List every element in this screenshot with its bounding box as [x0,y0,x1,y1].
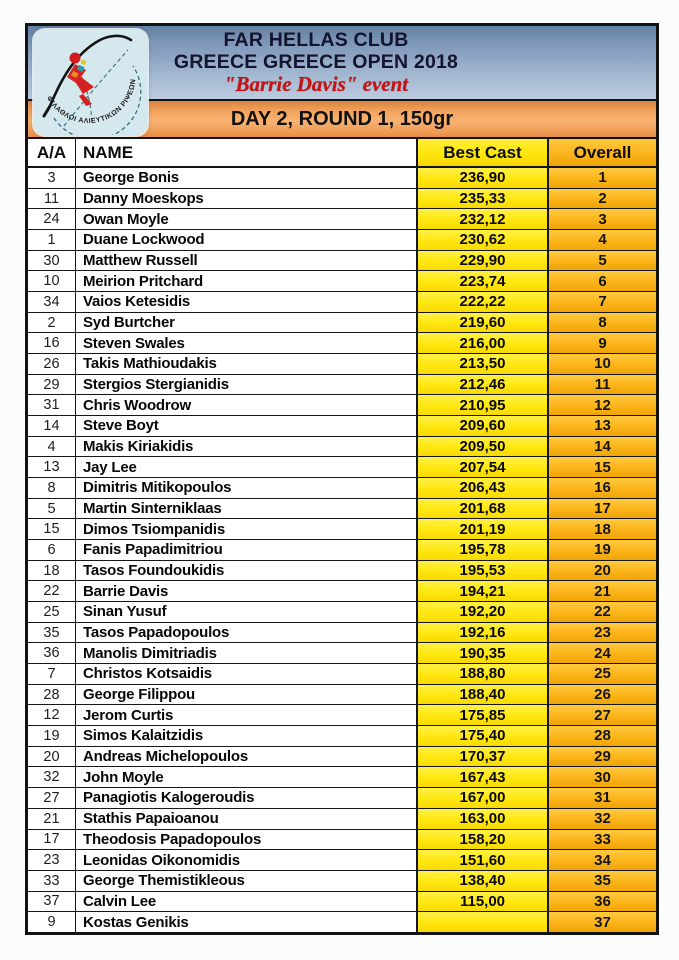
club-name: FAR HELLAS CLUB [223,29,409,51]
table-row [28,539,656,560]
cell-aa: 33 [43,872,60,889]
cell-best-cast: 188,40 [416,685,547,705]
cell-overall: 20 [547,561,656,581]
cell-name: Calvin Lee [75,892,416,912]
cell-overall: 9 [547,333,656,353]
cell-best-cast: 188,80 [416,664,547,684]
cell-name: Jay Lee [75,457,416,477]
results-sheet [25,23,659,935]
table-row [28,704,656,725]
cell-overall: 37 [547,912,656,932]
cell-best-cast: 190,35 [416,643,547,663]
table-row [28,725,656,746]
cell-aa: 12 [43,707,60,724]
cell-aa: 27 [43,789,60,806]
cell-best-cast: 175,85 [416,705,547,725]
cell-overall: 10 [547,354,656,374]
cell-overall: 13 [547,416,656,436]
cell-name: Jerom Curtis [75,705,416,725]
cell-best-cast: 175,40 [416,726,547,746]
round-label: DAY 2, ROUND 1, 150gr [230,107,454,130]
cell-overall: 30 [547,767,656,787]
cell-name: George Themistikleous [75,871,416,891]
cell-name: Martin Sinterniklaas [75,499,416,519]
cell-overall: 29 [547,747,656,767]
cell-overall: 16 [547,478,656,498]
column-header-name: NAME [75,139,416,166]
table-row [28,456,656,477]
cell-name: Steve Boyt [75,416,416,436]
cell-name: George Filippou [75,685,416,705]
cell-best-cast: 223,74 [416,271,547,291]
cell-name: Fanis Papadimitriou [75,540,416,560]
cell-aa: 6 [47,541,56,558]
cell-best-cast: 235,33 [416,189,547,209]
cell-overall: 36 [547,892,656,912]
cell-best-cast: 230,62 [416,230,547,250]
cell-aa: 2 [47,314,56,331]
cell-overall: 5 [547,251,656,271]
table-body [28,168,656,932]
table-row [28,229,656,250]
cell-name: Takis Mathioudakis [75,354,416,374]
cell-best-cast: 192,20 [416,602,547,622]
cell-best-cast: 219,60 [416,313,547,333]
cell-name: Chris Woodrow [75,395,416,415]
cell-aa: 5 [47,500,56,517]
cell-best-cast: 167,43 [416,767,547,787]
cell-overall: 28 [547,726,656,746]
cell-aa: 36 [43,645,60,662]
cell-name: Stathis Papaioanou [75,809,416,829]
cell-aa: 25 [43,603,60,620]
cell-overall: 22 [547,602,656,622]
cell-name: Danny Moeskops [75,189,416,209]
table-row [28,270,656,291]
cell-name: Duane Lockwood [75,230,416,250]
cell-overall: 34 [547,850,656,870]
cell-best-cast: 206,43 [416,478,547,498]
cell-name: Simos Kalaitzidis [75,726,416,746]
cell-name: Matthew Russell [75,251,416,271]
cell-best-cast: 195,53 [416,561,547,581]
cell-name: Dimos Tsiompanidis [75,519,416,539]
cell-aa: 37 [43,893,60,910]
cell-name: Makis Kiriakidis [75,437,416,457]
club-logo-icon [34,30,147,135]
table-row [28,208,656,229]
table-row [28,374,656,395]
table-row [28,415,656,436]
table-row [28,250,656,271]
cell-overall: 18 [547,519,656,539]
cell-aa: 30 [43,252,60,269]
cell-overall: 2 [547,189,656,209]
cell-aa: 16 [43,335,60,352]
cell-best-cast: 212,46 [416,375,547,395]
table-row [28,498,656,519]
table-row [28,477,656,498]
cell-overall: 17 [547,499,656,519]
cell-overall: 35 [547,871,656,891]
table-row [28,291,656,312]
cell-name: John Moyle [75,767,416,787]
cell-aa: 19 [43,727,60,744]
table-row [28,808,656,829]
cell-best-cast: 209,60 [416,416,547,436]
cell-best-cast: 201,68 [416,499,547,519]
cell-best-cast: 170,37 [416,747,547,767]
cell-name: Leonidas Oikonomidis [75,850,416,870]
table-row [28,168,656,188]
cell-name: Syd Burtcher [75,313,416,333]
table-row [28,891,656,912]
table-row [28,436,656,457]
cell-overall: 8 [547,313,656,333]
cell-overall: 26 [547,685,656,705]
table-row [28,622,656,643]
table-row [28,518,656,539]
cell-best-cast: 167,00 [416,788,547,808]
cell-overall: 32 [547,809,656,829]
table-row [28,601,656,622]
cell-best-cast: 210,95 [416,395,547,415]
cell-overall: 27 [547,705,656,725]
cell-overall: 33 [547,830,656,850]
cell-name: Tasos Papadopoulos [75,623,416,643]
cell-aa: 1 [47,231,56,248]
logo-greek-text: ΦΙΛΑΘΛΟΙ ΑΛΙΕΥΤΙΚΩΝ ΡΙΨΕΩΝ [45,78,138,126]
cell-aa: 17 [43,831,60,848]
cell-aa: 7 [47,665,56,682]
cell-best-cast: 222,22 [416,292,547,312]
table-row [28,684,656,705]
cell-aa: 15 [43,521,60,538]
cell-name: George Bonis [75,168,416,188]
cell-aa: 23 [43,852,60,868]
table-row [28,787,656,808]
cell-overall: 23 [547,623,656,643]
cell-aa: 35 [43,624,60,641]
cell-aa: 31 [43,397,60,414]
cell-aa: 14 [43,417,60,434]
cell-aa: 28 [43,686,60,703]
table-row [28,560,656,581]
table-row [28,188,656,209]
cell-best-cast: 115,00 [416,892,547,912]
cell-name: Kostas Genikis [75,912,416,932]
cell-name: Steven Swales [75,333,416,353]
cell-aa: 3 [47,169,56,186]
table-row [28,312,656,333]
cell-aa: 21 [43,810,60,827]
cell-overall: 21 [547,581,656,601]
cell-aa: 26 [43,355,60,372]
table-row [28,353,656,374]
cell-best-cast: 138,40 [416,871,547,891]
cell-overall: 24 [547,643,656,663]
cell-aa: 13 [43,459,60,476]
cell-overall: 1 [547,168,656,188]
cell-name: Vaios Ketesidis [75,292,416,312]
cell-overall: 12 [547,395,656,415]
cell-best-cast: 158,20 [416,830,547,850]
table-row [28,849,656,870]
cell-best-cast: 236,90 [416,168,547,188]
cell-name: Christos Kotsaidis [75,664,416,684]
cell-best-cast: 194,21 [416,581,547,601]
table-row [28,580,656,601]
cell-best-cast: 213,50 [416,354,547,374]
table-row [28,663,656,684]
cell-best-cast: 216,00 [416,333,547,353]
cell-name: Panagiotis Kalogeroudis [75,788,416,808]
cell-overall: 3 [547,209,656,229]
cell-aa: 8 [47,479,56,496]
cell-aa: 29 [43,376,60,393]
table-row [28,642,656,663]
cell-aa: 20 [43,748,60,765]
table-row [28,746,656,767]
cell-name: Stergios Stergianidis [75,375,416,395]
cell-overall: 6 [547,271,656,291]
table-row [28,829,656,850]
cell-aa: 11 [43,190,60,207]
cell-aa: 22 [43,583,60,600]
cell-best-cast: 151,60 [416,850,547,870]
cell-best-cast: 163,00 [416,809,547,829]
cell-best-cast: 192,16 [416,623,547,643]
cell-best-cast: 229,90 [416,251,547,271]
cell-overall: 11 [547,375,656,395]
table-row [28,332,656,353]
cell-name: Andreas Michelopoulos [75,747,416,767]
cell-aa: 32 [43,769,60,786]
cell-overall: 19 [547,540,656,560]
cell-aa: 10 [43,273,60,290]
table-row [28,766,656,787]
cell-aa: 9 [47,914,56,931]
cell-overall: 7 [547,292,656,312]
cell-aa: 4 [47,438,56,455]
cell-overall: 15 [547,457,656,477]
cell-best-cast: 195,78 [416,540,547,560]
column-header-overall: Overall [547,139,656,166]
cell-overall: 25 [547,664,656,684]
table-header-row [28,139,656,168]
cell-name: Barrie Davis [75,581,416,601]
table-row [28,394,656,415]
cell-name: Meirion Pritchard [75,271,416,291]
cell-name: Sinan Yusuf [75,602,416,622]
cell-best-cast [416,912,547,932]
cell-aa: 34 [43,293,60,310]
cell-name: Manolis Dimitriadis [75,643,416,663]
cell-name: Theodosis Papadopoulos [75,830,416,850]
event-title: GREECE GREECE OPEN 2018 [173,51,459,73]
cell-overall: 31 [547,788,656,808]
cell-name: Dimitris Mitikopoulos [75,478,416,498]
table-row [28,870,656,891]
cell-best-cast: 201,19 [416,519,547,539]
table-row [28,911,656,932]
cell-name: Tasos Foundoukidis [75,561,416,581]
cell-best-cast: 209,50 [416,437,547,457]
cell-overall: 14 [547,437,656,457]
cell-overall: 4 [547,230,656,250]
cell-best-cast: 207,54 [416,457,547,477]
cell-aa: 18 [43,562,60,579]
event-subtitle: "Barrie Davis" event [223,72,409,96]
column-header-best-cast: Best Cast [416,139,547,166]
cell-name: Owan Moyle [75,209,416,229]
cell-best-cast: 232,12 [416,209,547,229]
column-header-aa: A/A [36,142,67,162]
cell-aa: 24 [43,211,60,228]
